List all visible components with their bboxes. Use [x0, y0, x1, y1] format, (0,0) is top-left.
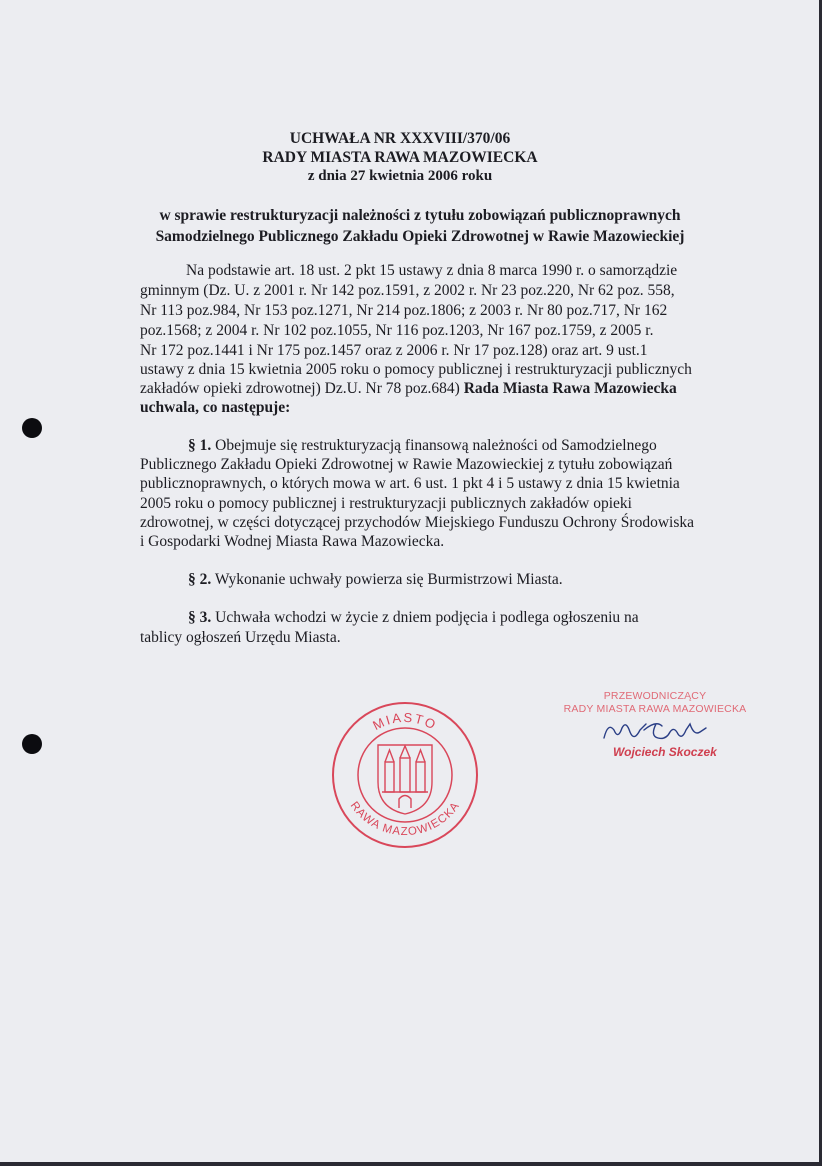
section-2-mark: § 2. — [188, 571, 212, 588]
signature-block — [545, 690, 765, 770]
subject-line-2: Samodzielnego Publicznego Zakładu Opieki Zdrowotnej w Rawie Mazowieckiej — [155, 228, 685, 245]
preamble-line-3: Nr 113 poz.984, Nr 153 poz.1271, Nr 214 poz.1806; z 2003 r. Nr 80 poz.717, Nr 162 — [140, 302, 668, 319]
section-3-line-2: tablicy ogłoszeń Urzędu Miasta. — [140, 629, 341, 646]
punch-hole-top — [22, 418, 42, 438]
resolution-subject — [100, 205, 740, 247]
preamble-line-6: ustawy z dnia 15 kwietnia 2005 roku o pomocy publicznej i restrukturyzacji publicznych — [140, 361, 692, 378]
preamble-line-5: Nr 172 poz.1441 i Nr 175 poz.1457 oraz z 2006 r. Nr 17 poz.128) oraz art. 9 ust.1 — [140, 342, 648, 359]
section-2 — [188, 571, 563, 589]
stamp-top-text: MIASTO — [370, 709, 440, 734]
section-3-text-1: Uchwała wchodzi w życie z dniem podjęcia i podlega ogłoszeniu na — [215, 609, 639, 626]
preamble-line-1: Na podstawie art. 18 ust. 2 pkt 15 ustawy z dnia 8 marca 1990 r. o samorządzie — [186, 262, 678, 279]
section-1-line-6: i Gospodarki Wodnej Miasta Rawa Mazowiecka. — [140, 533, 445, 550]
punch-hole-bottom — [22, 734, 42, 754]
section-1-line-5: zdrowotnej, w części dotyczącej przychodów Miejskiego Funduszu Ochrony Środowiska — [140, 514, 694, 531]
preamble-line-2: gminnym (Dz. U. z 2001 r. Nr 142 poz.1591, z 2002 r. Nr 23 poz.220, Nr 62 poz. 558, — [140, 282, 675, 299]
section-2-text: Wykonanie uchwały powierza się Burmistrzowi Miasta. — [214, 571, 563, 588]
city-stamp — [330, 700, 480, 850]
council-name: RADY MIASTA RAWA MAZOWIECKA — [262, 149, 538, 166]
preamble-line-7-text: zakładów opieki zdrowotnej) Dz.U. Nr 78 poz.684) — [140, 380, 460, 397]
section-1-line-1 — [188, 437, 657, 455]
section-1-line-3: publicznoprawnych, o których mowa w art. 6 ust. 1 pkt 4 i 5 ustawy z dnia 15 kwietnia — [140, 475, 680, 492]
scan-edge-bottom — [0, 1162, 822, 1166]
section-1-text-1: Obejmuje się restrukturyzacją finansową należności od Samodzielnego — [215, 437, 657, 454]
section-3-mark: § 3. — [188, 609, 212, 626]
council-bold-tail: Rada Miasta Rawa Mazowiecka — [463, 380, 677, 397]
resolves-line: uchwala, co następuje: — [140, 399, 291, 416]
section-1-line-4: 2005 roku o pomocy publicznej i restrukturyzacji publicznych zakładów opieki — [140, 495, 632, 512]
preamble-line-7 — [140, 380, 677, 398]
resolution-date: z dnia 27 kwietnia 2006 roku — [307, 168, 493, 184]
section-1-mark: § 1. — [188, 437, 212, 454]
chairman-council: RADY MIASTA RAWA MAZOWIECKA — [563, 703, 747, 715]
stamp-inner-ring — [358, 728, 452, 822]
section-1-line-2: Publicznego Zakładu Opieki Zdrowotnej w Rawie Mazowieckiej z tytułu zobowiązań — [140, 456, 673, 473]
signatory-name: Wojciech Skoczek — [613, 745, 717, 759]
preamble-line-4: poz.1568; z 2004 r. Nr 102 poz.1055, Nr 116 poz.1203, Nr 167 poz.1759, z 2005 r. — [140, 322, 654, 339]
coat-of-arms-icon — [378, 745, 432, 814]
section-3-line-1 — [188, 609, 639, 627]
subject-line-1: w sprawie restrukturyzacji należności z tytułu zobowiązań publicznoprawnych — [159, 207, 681, 224]
resolution-number: UCHWAŁA NR XXXVIII/370/06 — [289, 130, 511, 147]
stamp-bottom-text: RAWA MAZOWIECKA — [347, 799, 463, 839]
chairman-title: PRZEWODNICZĄCY — [603, 690, 707, 702]
